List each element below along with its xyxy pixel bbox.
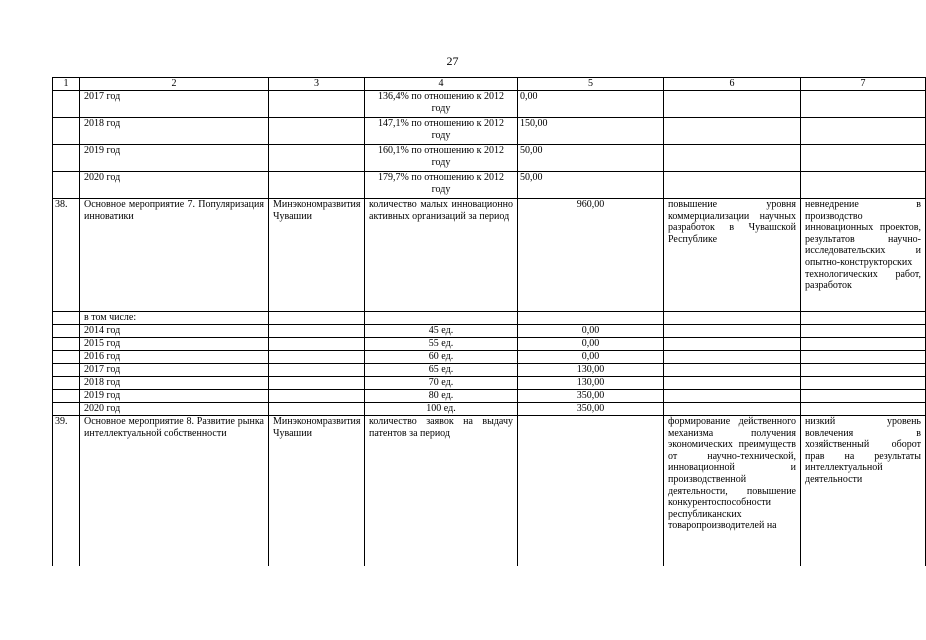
amount-cell: 0,00	[518, 91, 664, 118]
indicator-cell: 55 ед.	[365, 338, 518, 351]
indicator-cell: 65 ед.	[365, 364, 518, 377]
measure-row	[53, 416, 926, 566]
row-number: 39.	[53, 416, 80, 566]
amount-cell: 350,00	[518, 390, 664, 403]
year-cell: 2020 год	[80, 403, 269, 416]
table-row	[53, 351, 926, 364]
indicator-cell: 70 ед.	[365, 377, 518, 390]
column-number-row	[53, 78, 926, 91]
indicator-cell: 100 ед.	[365, 403, 518, 416]
page-number: 27	[446, 54, 459, 68]
amount-cell: 0,00	[518, 338, 664, 351]
amount-cell: 130,00	[518, 364, 664, 377]
result-cell: формирование действенного механизма получения экономических преимуществ от научно-технической, инновационной и производственной деятельности, повышение конкурентоспособности республиканских товаропроизводителей на	[664, 416, 801, 566]
indicator-cell: количество заявок на выдачу патентов за период	[365, 416, 518, 566]
table-row	[53, 403, 926, 416]
executor-cell: Минэкономразвития Чувашии	[269, 416, 365, 566]
table-row	[53, 91, 926, 118]
indicator-cell: 80 ед.	[365, 390, 518, 403]
year-cell: 2016 год	[80, 351, 269, 364]
indicator-cell: количество малых инновационно активных организаций за период	[365, 199, 518, 312]
measure-row	[53, 199, 926, 312]
measure-name: Основное мероприятие 7. Популяризация инноватики	[80, 199, 269, 312]
column-number: 6	[664, 78, 801, 91]
year-cell: 2018 год	[80, 118, 269, 145]
measure-name: Основное мероприятие 8. Развитие рынка интеллектуальной собственности	[80, 416, 269, 566]
year-cell: 2017 год	[80, 91, 269, 118]
amount-cell: 130,00	[518, 377, 664, 390]
amount-cell: 0,00	[518, 325, 664, 338]
amount-cell: 350,00	[518, 403, 664, 416]
column-number: 5	[518, 78, 664, 91]
indicator-cell: 60 ед.	[365, 351, 518, 364]
executor-cell: Минэкономразвития Чувашии	[269, 199, 365, 312]
year-cell: 2019 год	[80, 145, 269, 172]
year-cell: 2015 год	[80, 338, 269, 351]
table-row	[53, 338, 926, 351]
column-number: 2	[80, 78, 269, 91]
year-cell: 2017 год	[80, 364, 269, 377]
indicator-cell: 160,1% по отношению к 2012 году	[365, 145, 518, 172]
year-cell: 2020 год	[80, 172, 269, 199]
program-table	[52, 77, 926, 566]
column-number: 1	[53, 78, 80, 91]
indicator-cell: 147,1% по отношению к 2012 году	[365, 118, 518, 145]
year-cell: 2014 год	[80, 325, 269, 338]
year-cell: 2018 год	[80, 377, 269, 390]
amount-cell: 150,00	[518, 118, 664, 145]
table-row	[53, 390, 926, 403]
table-row	[53, 312, 926, 325]
table-row	[53, 325, 926, 338]
indicator-cell: 179,7% по отношению к 2012 году	[365, 172, 518, 199]
amount-cell: 50,00	[518, 145, 664, 172]
including-label: в том числе:	[80, 312, 269, 325]
year-cell: 2019 год	[80, 390, 269, 403]
indicator-cell: 136,4% по отношению к 2012 году	[365, 91, 518, 118]
column-number: 7	[801, 78, 926, 91]
column-number: 3	[269, 78, 365, 91]
table-row	[53, 118, 926, 145]
table-row	[53, 172, 926, 199]
table-row	[53, 145, 926, 172]
amount-cell: 50,00	[518, 172, 664, 199]
table-row	[53, 377, 926, 390]
amount-cell: 0,00	[518, 351, 664, 364]
risk-cell: низкий уровень вовлечения в хозяйственный оборот прав на результаты интеллектуальной деятельности	[801, 416, 926, 566]
table-row	[53, 364, 926, 377]
amount-cell	[518, 416, 664, 566]
row-number: 38.	[53, 199, 80, 312]
indicator-cell: 45 ед.	[365, 325, 518, 338]
result-cell: повышение уровня коммерциализации научных разработок в Чувашской Республике	[664, 199, 801, 312]
amount-cell: 960,00	[518, 199, 664, 312]
risk-cell: невнедрение в производство инновационных проектов, результатов научно-исследовательских и опытно-конструкторских технологических работ, разработок	[801, 199, 926, 312]
column-number: 4	[365, 78, 518, 91]
